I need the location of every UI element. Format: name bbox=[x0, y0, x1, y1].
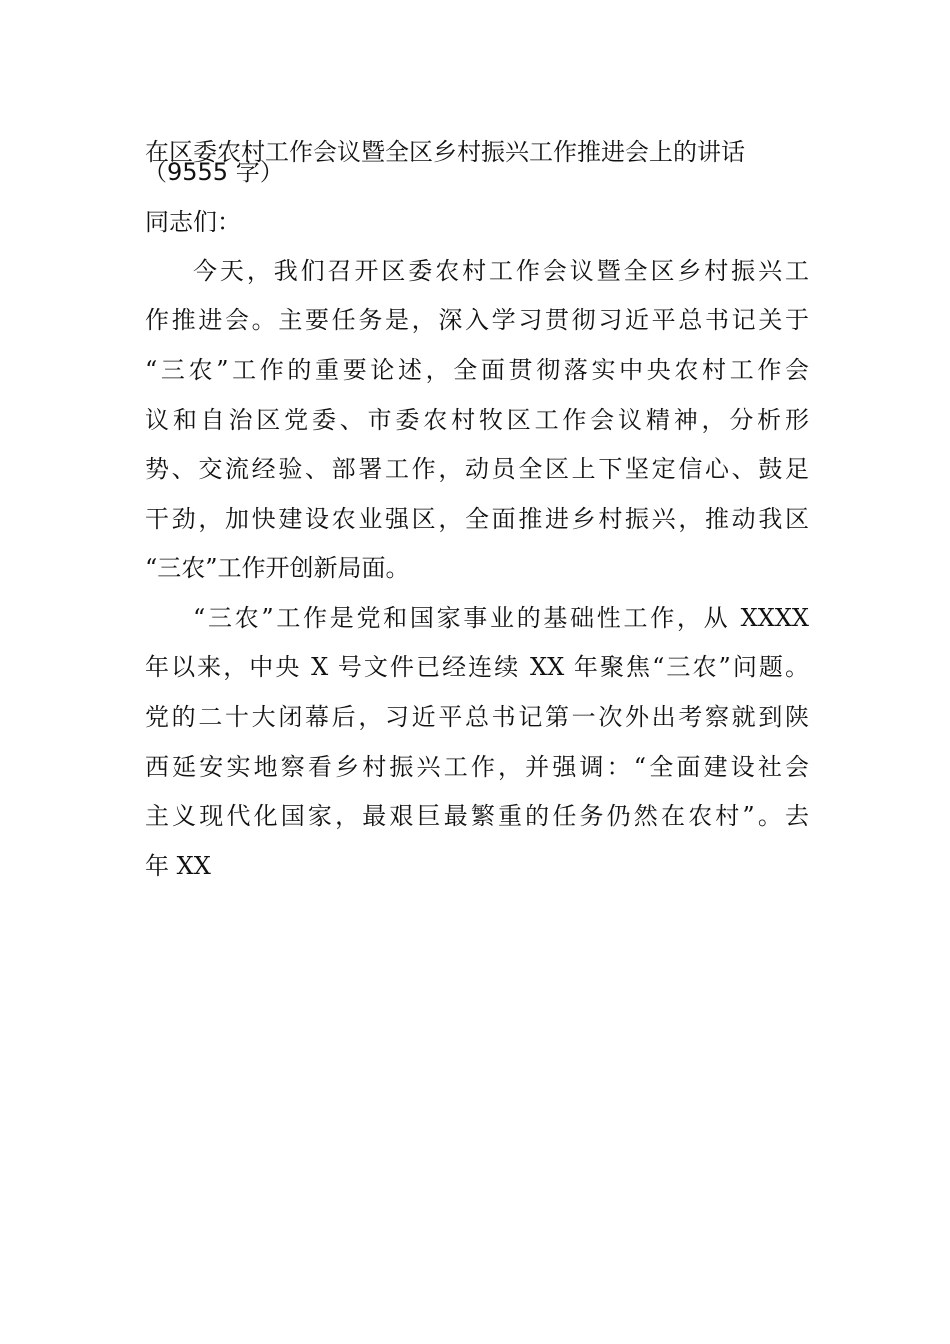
paragraph-1-line-6: 干劲，加快建设农业强区，全面推进乡村振兴，推动我区 bbox=[145, 505, 809, 533]
document-title-line-1: 在区委农村工作会议暨全区乡村振兴工作推进会上的讲话 bbox=[145, 138, 745, 166]
paragraph-1-line-2: 作推进会。主要任务是，深入学习贯彻习近平总书记关于 bbox=[145, 306, 809, 334]
paragraph-1-line-4: 议和自治区党委、市委农村牧区工作会议精神，分析形 bbox=[145, 406, 809, 434]
paragraph-2-line-5: 主义现代化国家，最艰巨最繁重的任务仍然在农村”。去 bbox=[145, 802, 809, 830]
paragraph-2-line-3: 党的二十大闭幕后，习近平总书记第一次外出考察就到陕 bbox=[145, 703, 809, 731]
paragraph-2-line-1: “三农”工作是党和国家事业的基础性工作，从 XXXX bbox=[193, 604, 809, 632]
paragraph-1-line-1: 今天，我们召开区委农村工作会议暨全区乡村振兴工 bbox=[193, 257, 809, 285]
paragraph-1-line-5: 势、交流经验、部署工作，动员全区上下坚定信心、鼓足 bbox=[145, 455, 809, 483]
salutation: 同志们： bbox=[145, 208, 241, 236]
paragraph-2-line-2: 年以来，中央 X 号文件已经连续 XX 年聚焦“三农”问题。 bbox=[145, 653, 809, 681]
document-title-line-2: （9555 字） bbox=[143, 158, 284, 186]
paragraph-1-line-3: “三农”工作的重要论述，全面贯彻落实中央农村工作会 bbox=[145, 356, 809, 384]
paragraph-2-line-6: 年 XX bbox=[145, 852, 211, 880]
paragraph-1-line-7: “三农”工作开创新局面。 bbox=[145, 554, 410, 582]
paragraph-2-line-4: 西延安实地察看乡村振兴工作，并强调：“全面建设社会 bbox=[145, 753, 809, 781]
